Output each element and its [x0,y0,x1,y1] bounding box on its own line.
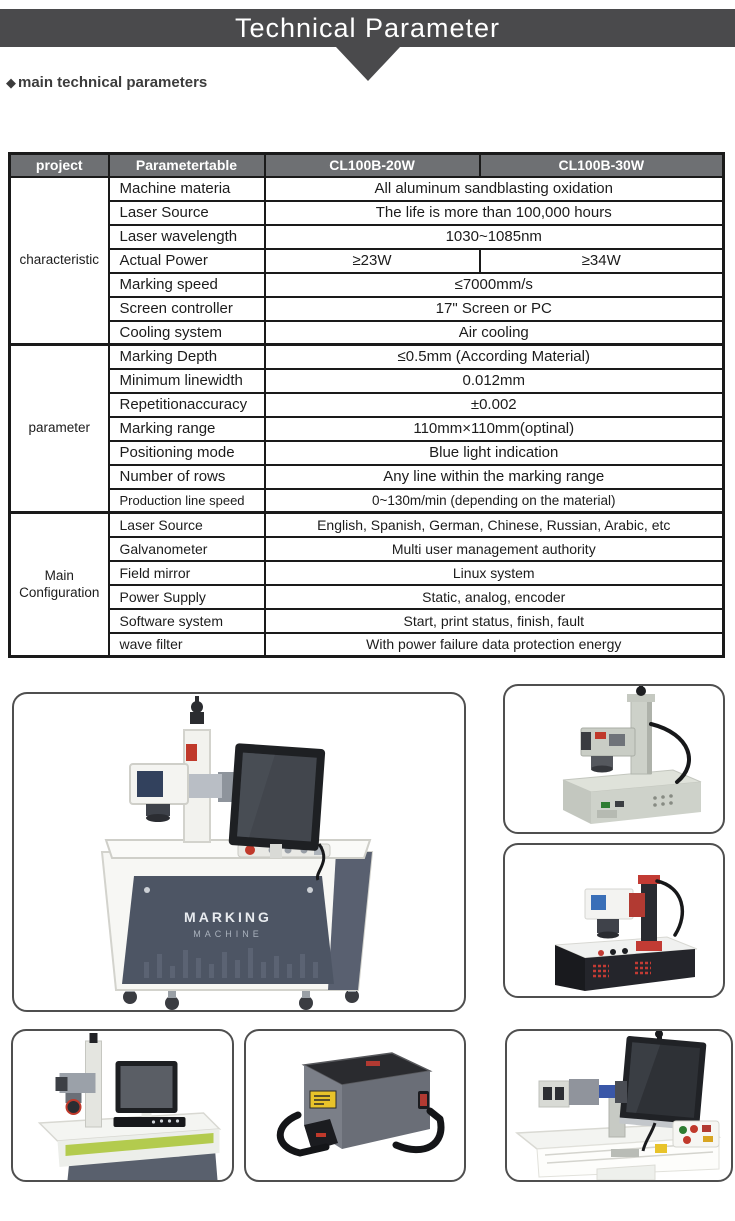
machine-label-line1: MARKING [184,909,272,925]
param-value: 1030~1085nm [265,225,724,249]
group-cell-characteristic: characteristic [10,177,109,345]
product-photo-cabinet-laser-marking-machine [12,692,466,1012]
control-panel [673,1121,719,1147]
param-value: English, Spanish, German, Chinese, Russian, Arabic, etc [265,513,724,537]
base-unit [555,937,697,991]
param-label: wave filter [109,633,265,657]
diamond-icon: ◆ [6,74,16,90]
title-banner [0,9,735,47]
table-row [10,297,724,321]
monitor [619,1036,706,1131]
param-label: Minimum linewidth [109,369,265,393]
param-label: Galvanometer [109,537,265,561]
machine-cabinet [102,852,372,990]
table-row [10,393,724,417]
table-row [10,561,724,585]
param-label: Power Supply [109,585,265,609]
product-photo-handheld-laser-marker [244,1029,466,1182]
param-value: 0~130m/min (depending on the material) [265,489,724,513]
param-value: 17" Screen or PC [265,297,724,321]
param-label: Laser Source [109,513,265,537]
param-label: Marking range [109,417,265,441]
param-value-20w: ≥23W [265,249,480,273]
table-row [10,273,724,297]
param-value: Air cooling [265,321,724,345]
table-row [10,225,724,249]
param-value: ≤7000mm/s [265,273,724,297]
param-value: All aluminum sandblasting oxidation [265,177,724,201]
col-header-model-30w: CL100B-30W [480,154,724,177]
col-header-parametertable: Parametertable [109,154,265,177]
table-row [10,513,724,537]
parameters-table [8,152,725,658]
product-photo-compact-laser-marker [503,843,725,998]
table-row [10,609,724,633]
param-label: Field mirror [109,561,265,585]
table-row [10,489,724,513]
param-label: Marking Depth [109,345,265,369]
table-row [10,177,724,201]
param-value: Static, analog, encoder [265,585,724,609]
param-value: Start, print status, finish, fault [265,609,724,633]
param-label: Positioning mode [109,441,265,465]
laser-head [585,889,645,939]
param-value: 0.012mm [265,369,724,393]
param-value: With power failure data protection energy [265,633,724,657]
param-label: Cooling system [109,321,265,345]
product-photo-tabletop-laser-marking-machine [11,1029,234,1182]
table-row [10,249,724,273]
table-row [10,321,724,345]
param-value: ±0.002 [265,393,724,417]
param-value: 110mm×110mm(optinal) [265,417,724,441]
table-row [10,537,724,561]
control-strip [114,1117,186,1127]
desktop-marker-illustration [505,686,723,832]
param-value: Linux system [265,561,724,585]
product-photo-desktop-laser-marker [503,684,725,834]
param-value: Any line within the marking range [265,465,724,489]
table-row [10,633,724,657]
param-label: Laser Source [109,201,265,225]
cable [657,881,682,935]
banner-pointer-triangle [336,47,400,81]
cabinet-machine-illustration [14,694,464,1010]
monitor-stand [270,844,282,858]
group-cell-main-configuration: Main Configuration [10,513,109,657]
group-cell-parameter: parameter [10,345,109,513]
table-row [10,369,724,393]
param-value: Blue light indication [265,441,724,465]
tabletop-machine-illustration [13,1031,232,1180]
power-switch [418,1091,429,1109]
param-label: Actual Power [109,249,265,273]
col-header-project: project [10,154,109,177]
laser-head [130,764,234,822]
warning-label [310,1091,336,1108]
table-row [10,441,724,465]
param-label: Machine materia [109,177,265,201]
param-value: ≤0.5mm (According Material) [265,345,724,369]
param-value: Multi user management authority [265,537,724,561]
handheld-marker-illustration [246,1031,464,1180]
table-header-row [10,154,724,177]
param-label: Laser wavelength [109,225,265,249]
table-row [10,417,724,441]
laser-head [581,728,635,773]
table-row [10,585,724,609]
param-label: Screen controller [109,297,265,321]
monitor [228,743,325,851]
param-label: Production line speed [109,489,265,513]
param-label: Marking speed [109,273,265,297]
table-row [10,345,724,369]
workstation-illustration [507,1031,731,1180]
param-value-30w: ≥34W [480,249,724,273]
col-header-model-20w: CL100B-20W [265,154,480,177]
section-label-text: main technical parameters [18,74,208,91]
param-label: Software system [109,609,265,633]
table-row [10,201,724,225]
section-label [6,74,207,91]
table-row [10,465,724,489]
param-value: The life is more than 100,000 hours [265,201,724,225]
param-label: Repetitionaccuracy [109,393,265,417]
product-photo-laser-marking-workstation [505,1029,733,1182]
page-title: Technical Parameter [234,12,501,43]
machine-label-line2: MACHINE [193,929,263,939]
param-label: Number of rows [109,465,265,489]
compact-marker-illustration [505,845,723,996]
